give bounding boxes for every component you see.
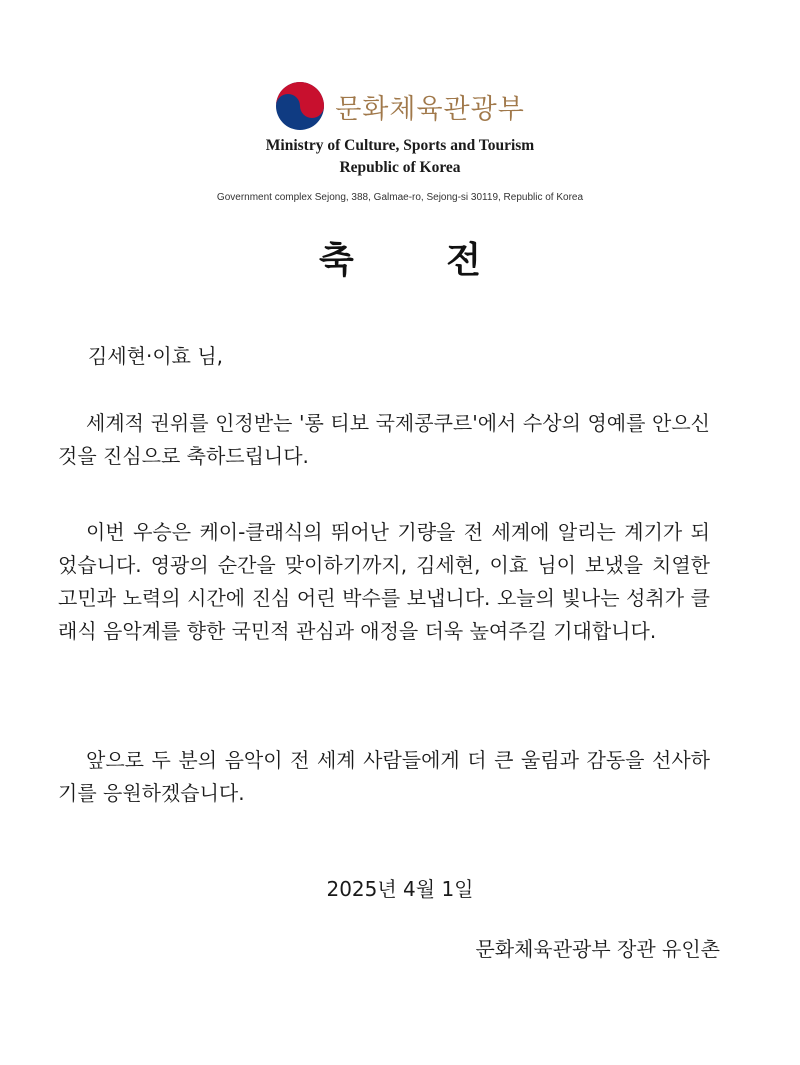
paragraph-wishes: 앞으로 두 분의 음악이 전 세계 사람들에게 더 큰 울림과 감동을 선사하기를 응원하겠습니다.: [58, 748, 710, 805]
document-title: 축 전: [318, 240, 522, 281]
ministry-name-english: Ministry of Culture, Sports and Tourism: [265, 137, 535, 154]
paragraph-achievement: 이번 우승은 케이-클래식의 뛰어난 기량을 전 세계에 알리는 계기가 되었습니다. 영광의 순간을 맞이하기까지, 김세현, 이효 님이 보냈을 치열한 고민과 노력의 시간에 진심 어린 박수를 보냅니다. 오늘의 빛나는 성취가 클래식 음악계를 향한 국민적 관심과 애정을 더욱 높여주길 기대합니다.: [58, 520, 710, 643]
paragraph-congratulations: 세계적 권위를 인정받는 '롱 티보 국제콩쿠르'에서 수상의 영예를 안으신 것을 진심으로 축하드립니다.: [58, 411, 710, 468]
ministry-name-korean: 문화체육관광부: [335, 93, 525, 125]
taegeuk-emblem-icon: [275, 81, 325, 131]
salutation: 김세현·이효 님,: [88, 344, 223, 368]
letter-date: 2025년 4월 1일: [326, 877, 474, 901]
country-name-english: Republic of Korea: [339, 159, 461, 176]
ministry-address: Government complex Sejong, 388, Galmae-ro, Sejong-si 30119, Republic of Korea: [216, 192, 584, 203]
signature-line: 문화체육관광부 장관 유인촌: [475, 937, 720, 961]
ministry-logo: [0, 78, 800, 134]
